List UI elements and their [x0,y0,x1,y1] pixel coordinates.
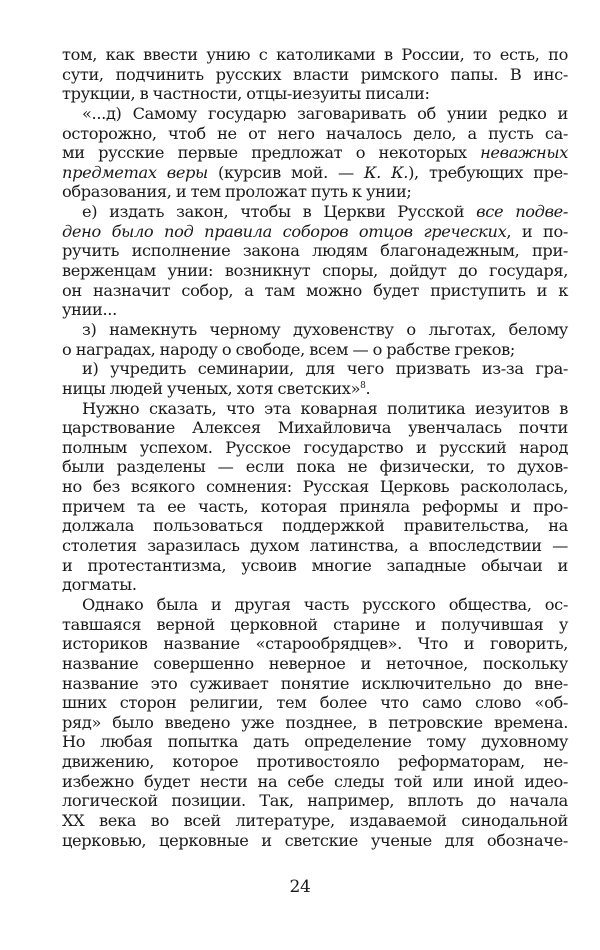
text-segment: тавшаяся верной церковной старине и получившая у [62,614,568,634]
text-segment: царствование Алексея Михайловича увенчалась почти [62,418,568,438]
text-segment: должала пользоваться поддержкой правительства, на [62,516,568,536]
text-line [62,615,568,635]
text-line [62,241,568,261]
text-segment: трукции, в частности, отцы-иезуиты писали: [62,84,430,104]
text-line [62,516,568,536]
text-line [62,418,568,438]
text-line [62,556,568,576]
text-line [62,281,568,301]
text-line [62,575,568,595]
text-segment: е) издать закон, чтобы в Церкви Русской [82,202,477,222]
text-line [62,634,568,654]
text-line [62,713,568,733]
page-number: 24 [289,877,311,897]
footnote-marker: 8 [360,380,366,391]
text-segment: догматы. [62,575,137,595]
italic-text: все подве- [476,202,568,222]
text-line [62,143,568,163]
text-line [62,65,568,85]
text-segment: ручить исполнение закона людям благонадежным, при- [62,241,568,261]
text-segment: столетия заразилась духом латинства, а впоследствии — [62,536,568,556]
text-segment: верженцам унии: возникнут споры, дойдут до государя, [62,261,568,281]
text-segment: унии... [62,300,117,320]
text-line [62,811,568,831]
text-line [62,163,568,183]
text-segment: . [365,378,371,398]
text-line [62,693,568,713]
text-segment: название совершенно неверное и неточное, поскольку [62,653,568,673]
text-segment: ми русские первые предложат о некоторых [62,143,481,163]
text-segment: о наградах, народу о свободе, всем — о рабстве греков; [62,339,515,359]
text-segment: Нужно сказать, что эта коварная политика иезуитов в [82,398,568,418]
text-segment: сути, подчинить русских власти римского папы. В инс- [62,64,568,84]
text-line [62,104,568,124]
text-segment: ряд» было введено уже позднее, в петровские времена. [62,712,568,732]
text-line [62,222,568,242]
text-line [62,674,568,694]
text-segment: и протестантизма, усвоив многие западные обычаи и [62,555,568,575]
italic-text: предметах веры [62,162,208,182]
text-line [62,536,568,556]
text-line [62,399,568,419]
text-segment: движению, которое противостояло реформаторам, не- [62,752,568,772]
text-segment: том, как ввести унию с католиками в России, то есть, по [62,45,568,64]
text-line [62,379,568,399]
text-line [62,477,568,497]
text-line [62,438,568,458]
text-line [62,202,568,222]
text-line [62,359,568,379]
text-segment: название это суживает понятие исключительно до вне- [62,673,568,693]
text-segment: з) намекнуть черному духовенству о льготах, белому [82,319,568,339]
text-segment: Однако была и другая часть русского общества, ос- [82,594,568,614]
text-segment: он назначит собор, а там можно будет приступить и к [62,280,568,300]
text-segment: были разделены — если пока не физически, то духов- [62,457,568,477]
text-line [62,595,568,615]
italic-text: неважных [480,143,568,163]
page-body-text [62,45,568,850]
text-line [62,497,568,517]
text-line [62,84,568,104]
text-segment: логической позиции. Так, например, вплоть до начала [62,791,568,811]
text-line [62,457,568,477]
text-line [62,300,568,320]
text-line [62,791,568,811]
text-line [62,340,568,360]
text-segment: историков название «старообрядцев». Что и говорить, [62,634,568,654]
text-line [62,182,568,202]
text-line [62,831,568,851]
text-line [62,654,568,674]
text-line [62,45,568,65]
text-line [62,261,568,281]
italic-text: дено было под правила соборов отцов греческих [62,221,507,241]
text-segment: полным успехом. Русское государство и русский народ [62,437,568,457]
text-segment: XX века во всей литературе, издаваемой синодальной [62,810,568,830]
text-segment: ницы людей ученых, хотя светских» [62,378,361,398]
text-segment: церковью, церковные и светские ученые для обозначе- [62,830,568,850]
text-segment: причем та ее часть, которая приняла реформы и про- [62,496,568,516]
text-line [62,752,568,772]
text-segment: шних сторон религии, тем более что само слово «об- [62,693,568,713]
italic-text: К. К. [363,162,409,182]
text-segment: образования, и тем проложат путь к унии; [62,182,412,202]
text-segment: избежно будет нести на себе следы той или иной идео- [62,771,568,791]
text-line [62,124,568,144]
text-segment: ), требующих пре- [408,162,568,182]
text-line [62,320,568,340]
text-segment: Но любая попытка дать определение тому духовному [62,732,568,752]
text-segment: , и по- [506,221,569,241]
text-segment: и) учредить семинарии, для чего призвать из-за гра- [82,359,568,379]
text-line [62,732,568,752]
text-segment: осторожно, чтоб не от него началось дело, а пусть са- [62,123,568,143]
text-segment: «...д) Самому государю заговаривать об унии редко и [82,103,568,123]
text-segment: (курсив мой. — [207,162,364,182]
text-segment: но без всякого сомнения: Русская Церковь раскололась, [62,477,568,497]
text-line [62,772,568,792]
